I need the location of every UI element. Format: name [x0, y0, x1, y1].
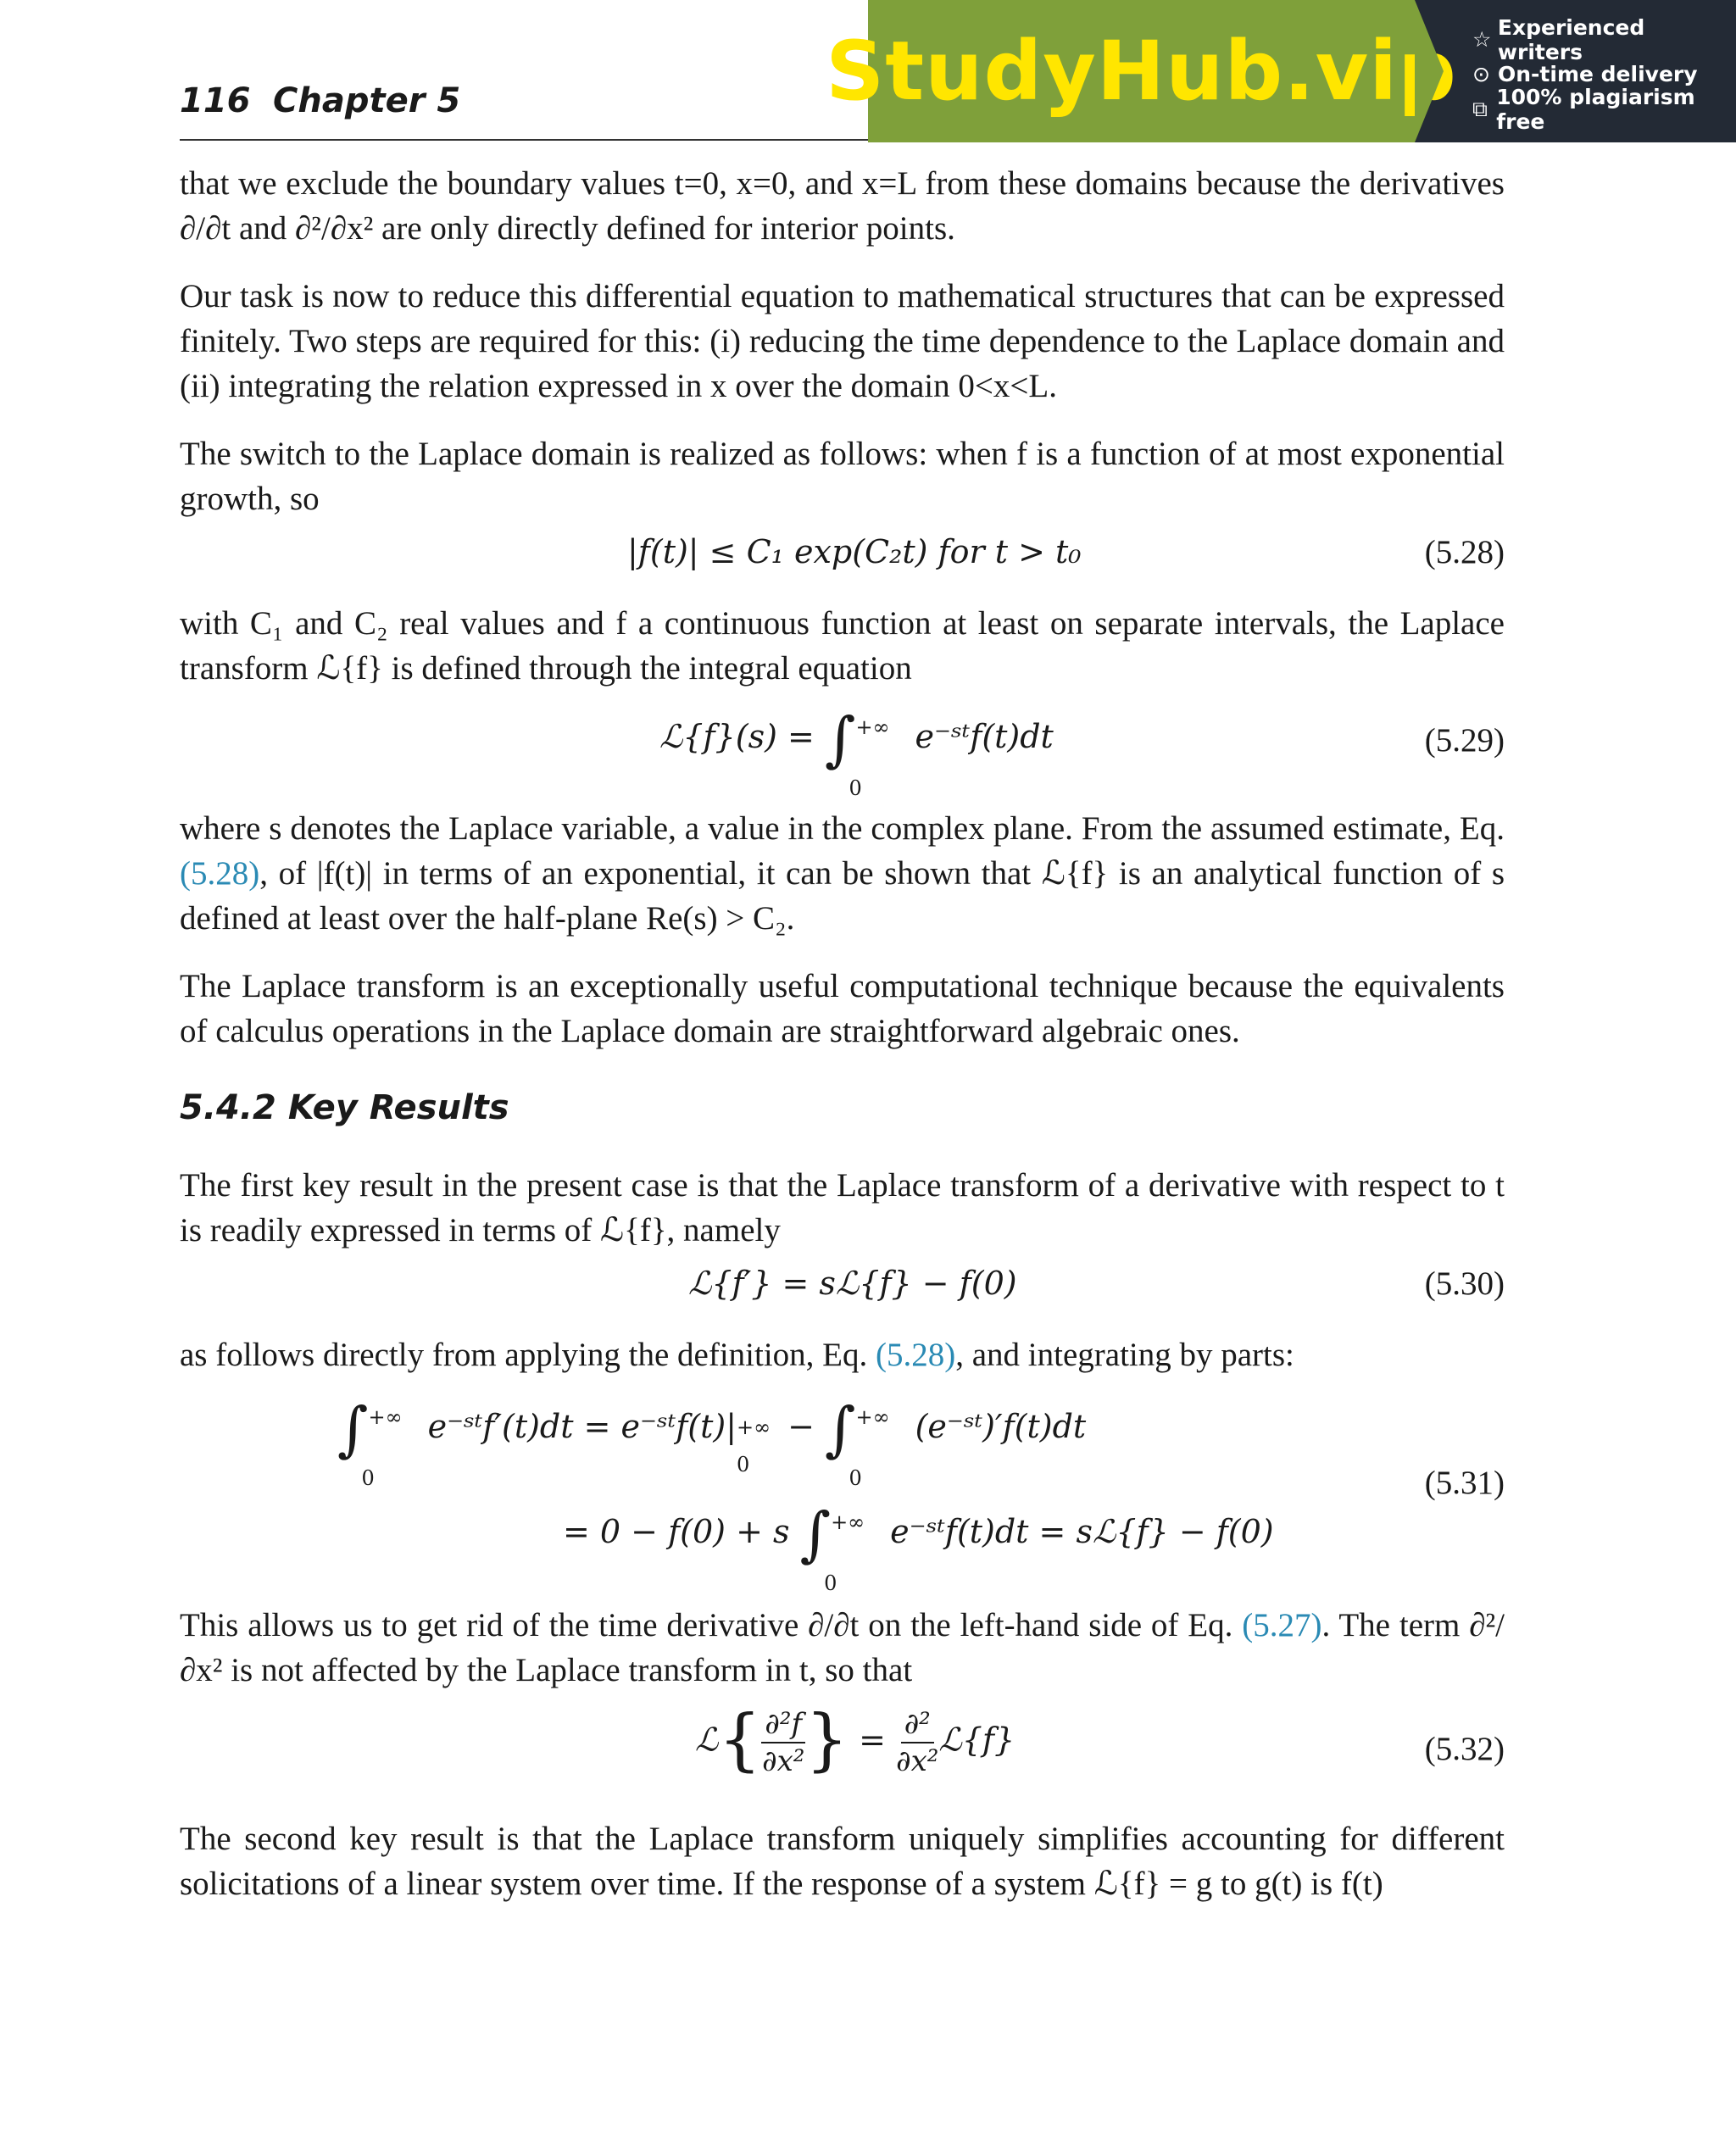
equation-number: (5.30) — [1424, 1265, 1505, 1302]
paragraph: with C₁ and C₂ real values and f a continuous function at least on separate intervals, the Laplace transform ℒ{f} is defined through the integral equation — [180, 605, 1505, 687]
equation-term: e⁻ˢᵗf′(t)dt = e⁻ˢᵗf(t)| — [427, 1408, 737, 1445]
page-number: 116 — [180, 81, 251, 120]
equation-5-31 — [180, 1382, 1505, 1595]
lower-limit: 0 — [361, 1466, 375, 1490]
numerator: ∂²f — [761, 1706, 805, 1743]
lower-limit: 0 — [849, 1466, 862, 1490]
equation-number: (5.29) — [1424, 722, 1505, 759]
equation-term: (e⁻ˢᵗ)′f(t)dt — [915, 1408, 1087, 1445]
fraction — [761, 1706, 805, 1779]
lower-limit: 0 — [737, 1453, 750, 1476]
paragraph — [180, 1332, 1505, 1377]
paragraph: Our task is now to reduce this differential equation to mathematical structures that can be expressed finitely. Two steps are required for this: (i) reducing the time dependence to the Laplace domain and (ii) integrating the relation expressed in x over the domain 0<x<L. — [180, 278, 1505, 404]
paragraph — [180, 1603, 1505, 1693]
equation-body — [659, 704, 1054, 800]
integral-sign: ∫ — [824, 704, 856, 774]
integral-sign: ∫ — [825, 1394, 856, 1464]
equation-5-30 — [180, 1258, 1505, 1315]
left-brace: { — [718, 1699, 762, 1779]
paragraph: The first key result in the present case is that the Laplace transform of a derivative with respect to t is readily expressed in terms of ℒ{f}, namely — [180, 1167, 1505, 1248]
paragraph: that we exclude the boundary values t=0, x=0, and x=L from these domains because the derivatives ∂/∂t and ∂²/∂x² are only directly defined for interior points. — [180, 165, 1505, 247]
section-heading: 5.4.2 Key Results — [180, 1088, 509, 1127]
equation-number: (5.28) — [1424, 534, 1505, 570]
laplace-operator: ℒ — [695, 1721, 719, 1759]
equation-link-5-28[interactable]: (5.28) — [180, 855, 260, 892]
paragraph — [180, 806, 1505, 941]
equation-line-1 — [337, 1394, 1087, 1490]
feature-label: On-time delivery — [1498, 62, 1698, 86]
page-header — [180, 78, 909, 141]
equation-rhs: ℒ{f} — [938, 1721, 1015, 1759]
equation-term: = 0 − f(0) + s — [563, 1513, 790, 1550]
feature-label: Experienced writers — [1497, 14, 1645, 64]
equation-line-2 — [563, 1499, 1274, 1595]
equals-sign: = — [859, 1721, 896, 1759]
clock-icon: ⊙ — [1472, 62, 1490, 86]
equation-term: e⁻ˢᵗf(t)dt = sℒ{f} − f(0) — [890, 1513, 1274, 1550]
text-run: as follows directly from applying the definition, Eq. — [180, 1337, 876, 1373]
paragraph: The Laplace transform is an exceptionally useful computational technique because the equivalents of calculus operations in the Laplace domain are straightforward algebraic ones. — [180, 968, 1505, 1049]
text-run: . The term ∂²/∂x² is not affected by the Laplace transform in t, so that — [180, 1607, 1505, 1688]
chapter-title: Chapter 5 — [273, 81, 461, 120]
minus-sign: − — [787, 1408, 826, 1445]
text-run: , of |f(t)| in terms of an exponential, it can be shown that ℒ{f} is an analytical function of s defined at least over the half-plane Re(s) > C₂. — [180, 855, 1505, 937]
denominator: ∂x² — [896, 1744, 939, 1778]
equation-body: ℒ{f′} = sℒ{f} − f(0) — [688, 1265, 1017, 1302]
equation-link-5-27[interactable]: (5.27) — [1242, 1607, 1322, 1643]
text-run: This allows us to get rid of the time derivative ∂/∂t on the left-hand side of Eq. — [180, 1607, 1243, 1643]
upper-limit: +∞ — [831, 1510, 865, 1534]
brand-logo[interactable]: StudyHub.vip — [826, 24, 1457, 119]
equation-5-32 — [180, 1698, 1505, 1799]
numerator: ∂² — [901, 1706, 934, 1743]
lower-limit: 0 — [849, 776, 862, 800]
upper-limit: +∞ — [737, 1415, 771, 1439]
fraction — [896, 1706, 938, 1779]
star-outline-icon: ☆ — [1472, 27, 1492, 52]
banner-features — [1415, 0, 1736, 142]
upper-limit: +∞ — [855, 715, 890, 739]
feature-plagiarism — [1472, 84, 1736, 134]
equation-rhs: e⁻ˢᵗf(t)dt — [915, 718, 1054, 755]
banner-logo-panel[interactable] — [826, 0, 1457, 142]
equation-5-29 — [180, 696, 1505, 800]
right-brace: } — [805, 1699, 849, 1779]
paragraph: The switch to the Laplace domain is realized as follows: when f is a function of at most exponential growth, so — [180, 436, 1505, 517]
equation-number: (5.32) — [1424, 1731, 1505, 1767]
denominator: ∂x² — [761, 1744, 805, 1778]
equation-body — [695, 1699, 1015, 1779]
feature-writers — [1472, 14, 1736, 64]
upper-limit: +∞ — [855, 1405, 890, 1429]
equation-body: |f(t)| ≤ C₁ exp(C₂t) for t > t₀ — [627, 533, 1082, 570]
studyhub-banner[interactable] — [826, 0, 1736, 142]
page-body — [180, 161, 1505, 1929]
lower-limit: 0 — [824, 1571, 837, 1595]
feature-label: 100% plagiarism free — [1496, 84, 1695, 134]
text-run: , and integrating by parts: — [955, 1337, 1294, 1373]
equation-5-28 — [180, 526, 1505, 584]
equation-lhs: ℒ{f}(s) = — [659, 718, 815, 755]
copy-icon: ⧉ — [1472, 96, 1488, 121]
paragraph: The second key result is that the Laplace transform uniquely simplifies accounting for different solicitations of a linear system over time. If the response of a system ℒ{f} = g to g(t) is f(t) — [180, 1821, 1505, 1902]
integral-sign: ∫ — [337, 1394, 369, 1464]
text-run: where s denotes the Laplace variable, a value in the complex plane. From the assumed estimate, Eq. — [180, 810, 1505, 847]
integral-sign: ∫ — [799, 1499, 832, 1569]
equation-link-5-28[interactable]: (5.28) — [876, 1337, 956, 1373]
upper-limit: +∞ — [368, 1405, 403, 1429]
equation-number: (5.31) — [1424, 1465, 1505, 1501]
